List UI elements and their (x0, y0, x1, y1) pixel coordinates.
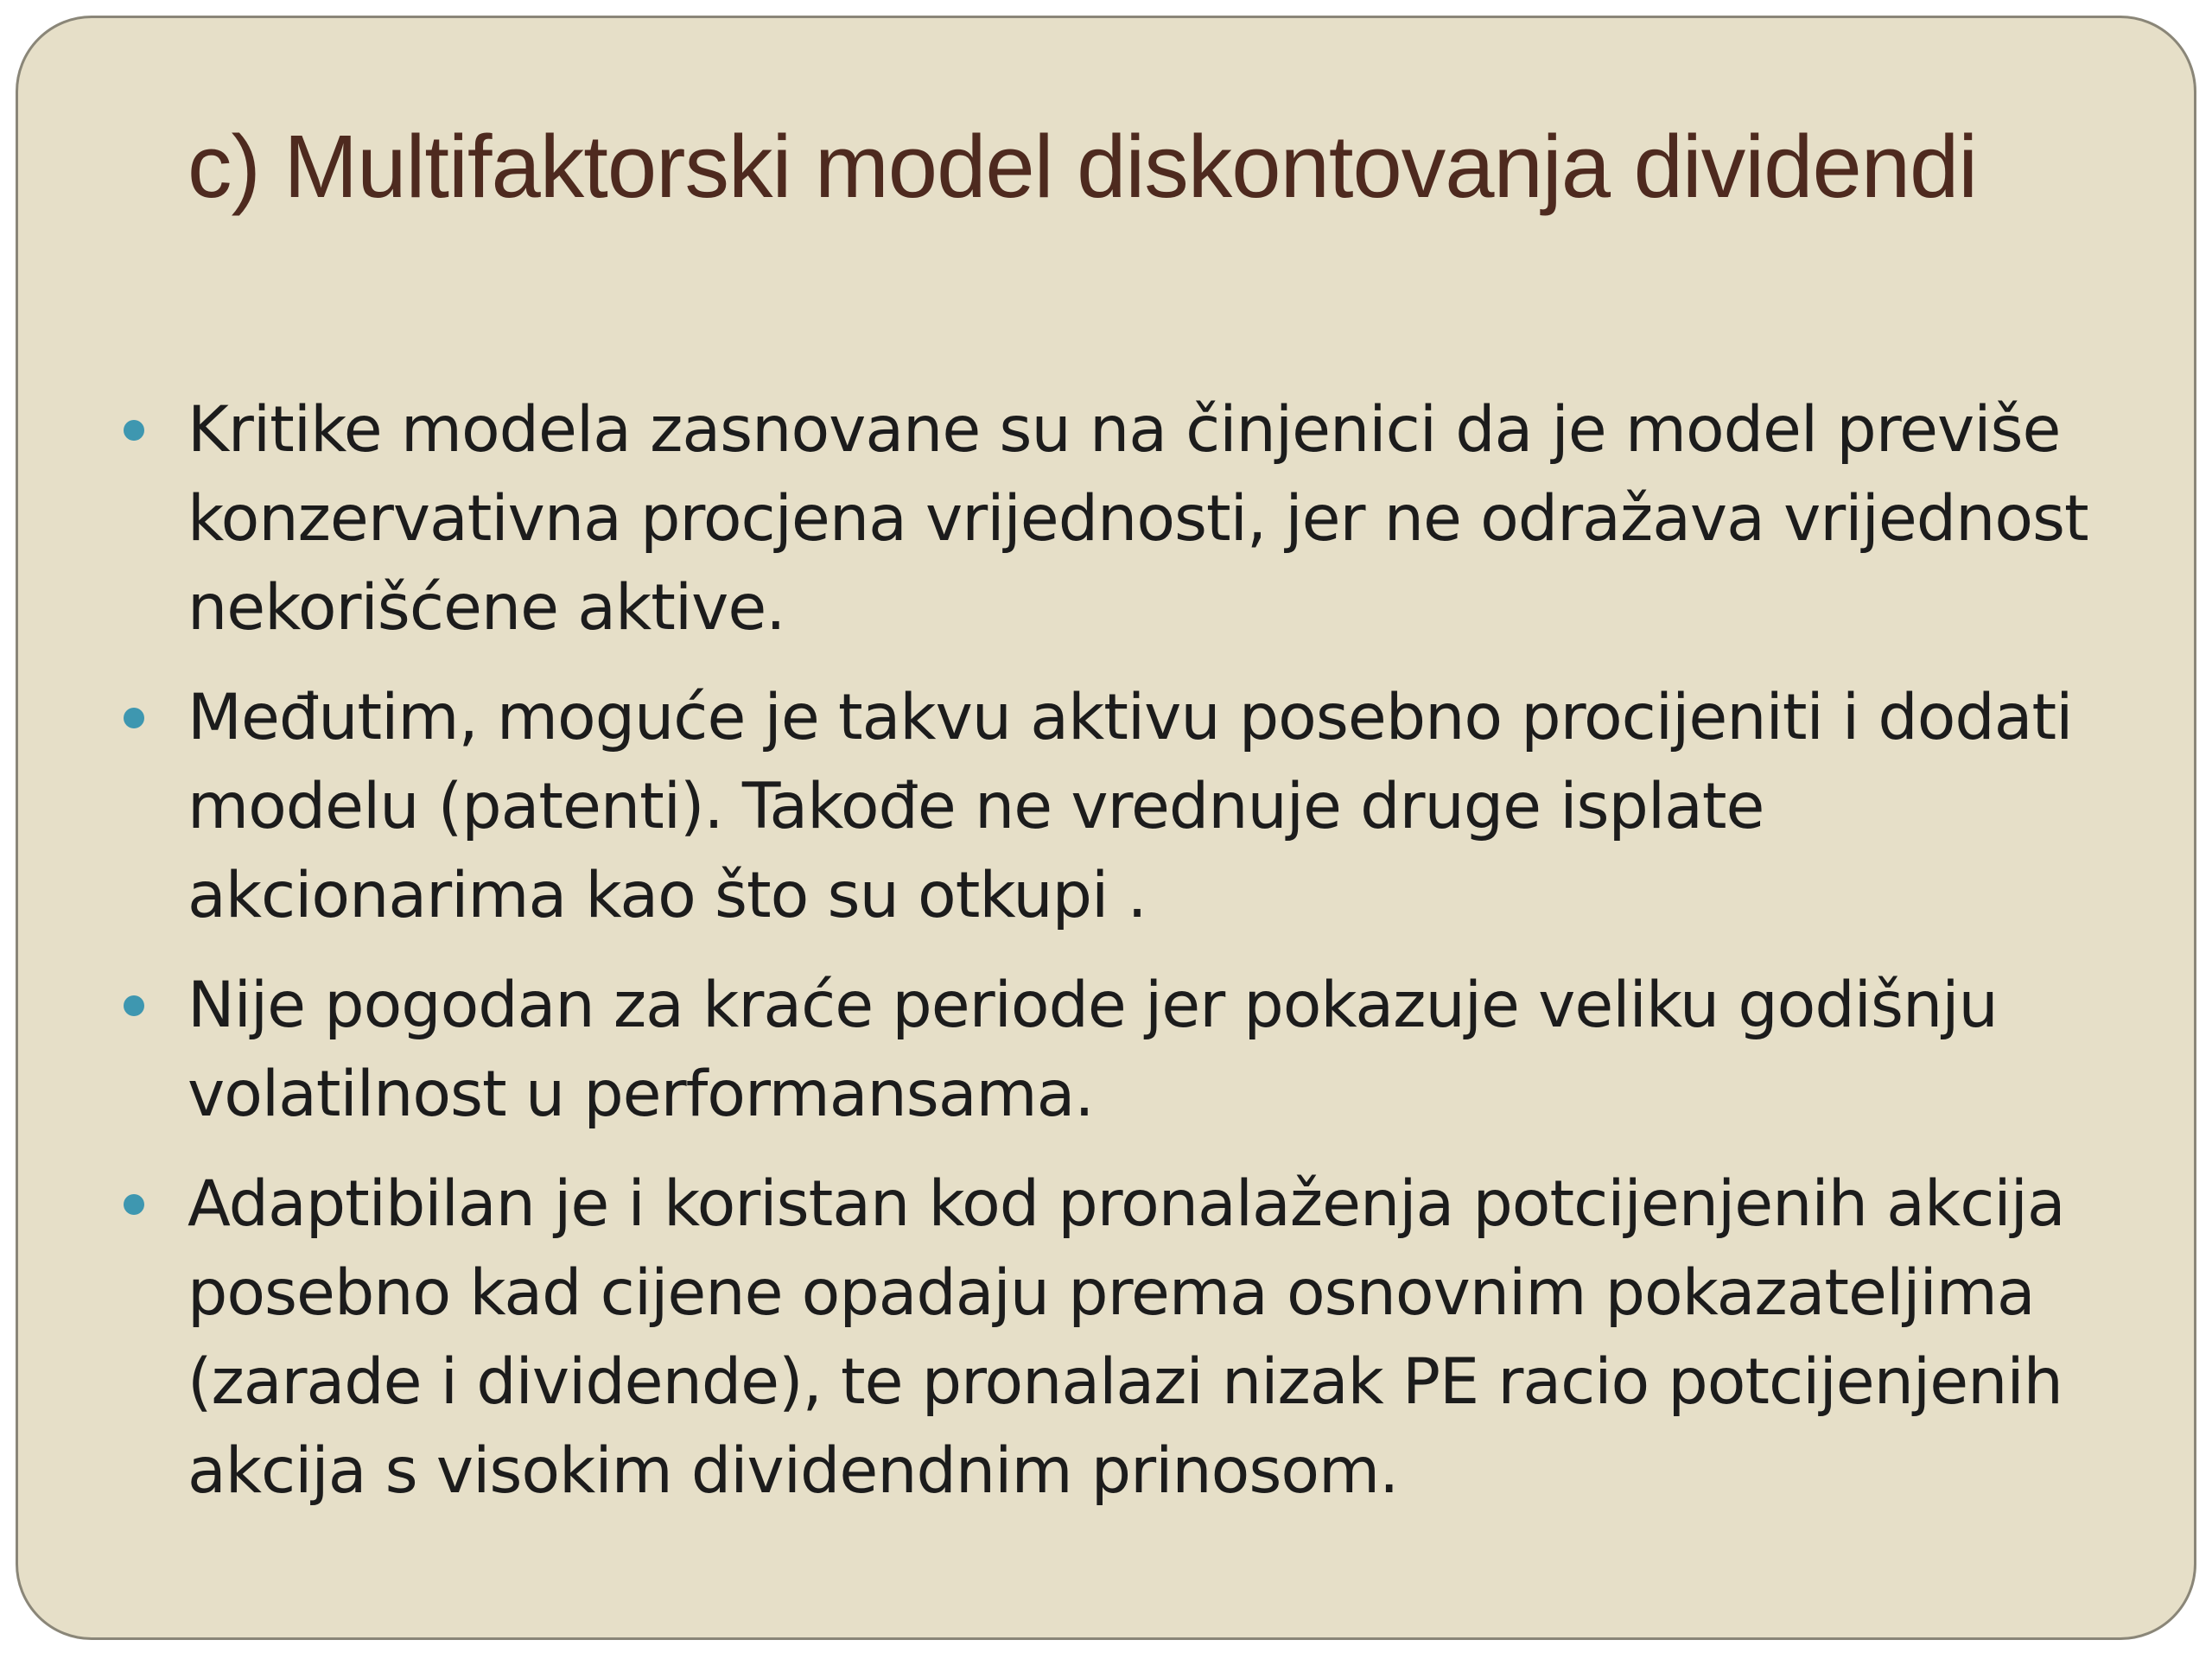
bullet-dot-icon (124, 995, 144, 1016)
slide-title: c) Multifaktorski model diskontovanja dividendi (188, 117, 1978, 216)
slide (16, 16, 2196, 1640)
bullet-text: Adaptibilan je i koristan kod pronalaženja potcijenjenih akcija posebno kad cijene opadaju prema osnovnim pokazateljima (zarade i dividende), te pronalazi nizak PE racio potcijenjenih akcija s visokim dividendnim prinosom. (188, 1167, 2065, 1508)
bullet-text: Međutim, moguće je takvu aktivu posebno procijeniti i dodati modelu (patenti). Takođe ne vrednuje druge isplate akcionarima kao što su otkupi . (188, 681, 2073, 932)
bullet-dot-icon (124, 708, 144, 728)
bullet-list (188, 385, 2123, 1536)
bullet-item (188, 385, 2123, 652)
bullet-dot-icon (124, 1194, 144, 1215)
bullet-item (188, 961, 2123, 1139)
bullet-text: Kritike modela zasnovane su na činjenici da je model previše konzervativna procjena vrijednosti, jer ne odražava vrijednost nekorišćene aktive. (188, 393, 2088, 645)
bullet-dot-icon (124, 420, 144, 441)
bullet-item (188, 1160, 2123, 1516)
bullet-item (188, 673, 2123, 940)
bullet-text: Nije pogodan za kraće periode jer pokazuje veliku godišnju volatilnost u performansama. (188, 969, 1998, 1131)
